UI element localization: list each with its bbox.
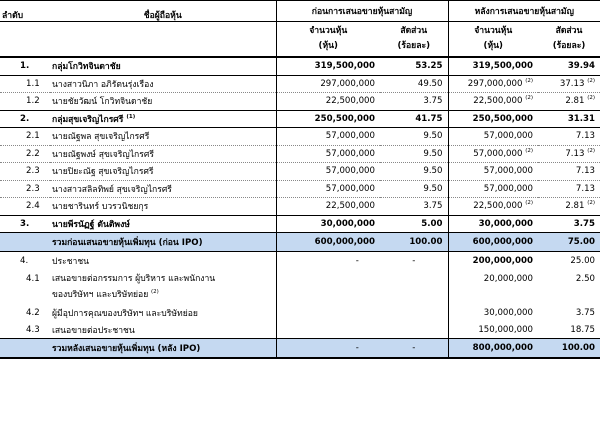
subtotal-after-percent: 75.00 [538, 233, 600, 252]
row-after-percent: 25.00 [570, 256, 596, 266]
row-before-shares: 319,500,000 [276, 57, 380, 75]
row-after-percent: 18.75 [538, 322, 600, 339]
table-row-group-4 [0, 252, 600, 271]
header-after-percent: สัดส่วน (ร้อยละ) [538, 22, 600, 58]
row-after-shares: 30,000,000 [448, 305, 538, 322]
row-before-percent: 3.75 [380, 93, 448, 111]
row-after-percent: 7.13 [538, 180, 600, 198]
subtotal-before-shares: 600,000,000 [276, 233, 380, 252]
row-after-shares: 200,000,000 [448, 252, 538, 271]
row-after-shares: 30,000,000 [448, 215, 538, 233]
row-before-percent: - [412, 256, 416, 266]
row-name: นายณัฐพงษ์ สุขเจริญไกรศรี [50, 145, 276, 163]
row-after-shares: 297,000,000 $^{(2)}$ [448, 75, 538, 93]
row-before-percent: 41.75 [380, 110, 448, 128]
row-before-shares: 57,000,000 [276, 163, 380, 181]
row-before-percent: 9.50 [380, 180, 448, 198]
row-name: นางสาวสลิลทิพย์ สุขเจริญไกรศรี [50, 180, 276, 198]
total-label: รวมหลังเสนอขายหุ้นเพิ่มทุน (หลัง IPO) [50, 339, 276, 359]
row-after-percent: 2.50 [575, 274, 596, 284]
table-row [0, 305, 600, 322]
row-no: 1.2 [0, 93, 50, 111]
row-before-percent: 49.50 [380, 75, 448, 93]
subtotal-before-percent: 100.00 [380, 233, 448, 252]
row-name: กลุ่มสุขเจริญไกรศรี $^{(1)}$ [50, 110, 276, 128]
header-after-ipo: หลังการเสนอขายหุ้นสามัญ [448, 1, 600, 22]
row-after-percent: 7.13 [538, 163, 600, 181]
row-name: นายณัฐพล สุขเจริญไกรศรี [50, 128, 276, 146]
table-row [0, 75, 600, 93]
row-no: 2.4 [0, 198, 50, 216]
row-after-percent: 2.81 $^{(2)}$ [538, 198, 600, 216]
row-after-percent: 2.81 $^{(2)}$ [538, 93, 600, 111]
table-row [0, 198, 600, 216]
header-before-ipo: ก่อนการเสนอขายหุ้นสามัญ [276, 1, 448, 22]
row-after-percent: 3.75 [575, 308, 596, 319]
row-before-percent: 9.50 [380, 145, 448, 163]
row-no: 1. [0, 57, 50, 75]
row-before-shares: 22,500,000 [276, 198, 380, 216]
row-no: 2.3 [0, 180, 50, 198]
row-name: ประชาชน [52, 257, 90, 267]
row-before-shares: 57,000,000 [276, 128, 380, 146]
row-after-shares: 20,000,000 [448, 270, 538, 305]
row-name: นายชัยวัฒน์ โกวิทจินดาชัย [50, 93, 276, 111]
total-before-shares: - [276, 339, 380, 359]
row-after-percent: 7.13 $^{(2)}$ [538, 145, 600, 163]
row-before-percent: 3.75 [380, 198, 448, 216]
header-no: ลำดับ [0, 22, 50, 58]
row-after-percent: 31.31 [538, 110, 600, 128]
table-row-group-1 [0, 57, 600, 75]
row-before-shares: - [276, 252, 380, 271]
row-before-percent: 53.25 [380, 57, 448, 75]
row-no: 4.2 [26, 308, 40, 319]
row-name: ผู้มีอุปการคุณของบริษัทฯ และบริษัทย่อย [52, 309, 198, 320]
total-after-percent: 100.00 [538, 339, 600, 359]
row-no: 2. [0, 110, 50, 128]
row-before-shares: 250,500,000 [276, 110, 380, 128]
table-row-group-3 [0, 215, 600, 233]
row-before-percent: 9.50 [380, 128, 448, 146]
subtotal-row [0, 233, 600, 252]
table-row [0, 93, 600, 111]
row-no: 4.1 [26, 274, 40, 284]
row-name: นายชารินทร์ บวรวนิชยกุร [50, 198, 276, 216]
row-before-percent: 9.50 [380, 163, 448, 181]
table-row [0, 145, 600, 163]
row-before-shares: 297,000,000 [276, 75, 380, 93]
table-row [0, 322, 600, 339]
row-after-percent: 39.94 [538, 57, 600, 75]
row-no: 4.3 [0, 322, 50, 339]
row-before-shares: 57,000,000 [276, 180, 380, 198]
header-name: ชื่อผู้ถือหุ้น [50, 22, 276, 58]
row-no: 2.1 [0, 128, 50, 146]
table-row [0, 163, 600, 181]
row-after-shares: 57,000,000 [448, 180, 538, 198]
row-after-shares: 250,500,000 [448, 110, 538, 128]
row-no: 3. [0, 215, 50, 233]
row-name: นายปิยะณัฐ สุขเจริญไกรศรี [50, 163, 276, 181]
row-no: 1.1 [0, 75, 50, 93]
row-after-shares: 57,000,000 [448, 163, 538, 181]
row-before-shares: 57,000,000 [276, 145, 380, 163]
table-row [0, 128, 600, 146]
row-after-shares: 57,000,000 [448, 128, 538, 146]
row-name: นางสาวนิภา อภิรัตนรุ่งเรือง [50, 75, 276, 93]
row-before-shares: 22,500,000 [276, 93, 380, 111]
subtotal-label: รวมก่อนเสนอขายหุ้นเพิ่มทุน (ก่อน IPO) [50, 233, 276, 252]
header-before-percent: สัดส่วน (ร้อยละ) [380, 22, 448, 58]
table-row [0, 180, 600, 198]
row-before-shares: 30,000,000 [276, 215, 380, 233]
subtotal-after-shares: 600,000,000 [448, 233, 538, 252]
row-no: 2.3 [0, 163, 50, 181]
total-after-shares: 800,000,000 [448, 339, 538, 359]
row-no: 4. [20, 256, 29, 266]
row-after-shares: 57,000,000 $^{(2)}$ [448, 145, 538, 163]
row-after-percent: 3.75 [538, 215, 600, 233]
row-after-percent: 7.13 [538, 128, 600, 146]
table-row [0, 270, 600, 305]
row-after-percent: 37.13 $^{(2)}$ [538, 75, 600, 93]
row-after-shares: 22,500,000 $^{(2)}$ [448, 198, 538, 216]
row-after-shares: 319,500,000 [448, 57, 538, 75]
row-no: 2.2 [0, 145, 50, 163]
row-after-shares: 150,000,000 [448, 322, 538, 339]
table-row-group-2 [0, 110, 600, 128]
row-after-shares: 22,500,000 $^{(2)}$ [448, 93, 538, 111]
row-name: เสนอขายต่อกรรมการ ผู้บริหาร และพนักงาน ของบริษัทฯ และบริษัทย่อย $^{(2)}$ [52, 274, 216, 300]
row-before-percent: 5.00 [380, 215, 448, 233]
row-name: เสนอขายต่อประชาชน [50, 322, 276, 339]
total-before-percent: - [380, 339, 448, 359]
header-before-shares: จำนวนหุ้น (หุ้น) [276, 22, 380, 58]
header-row-columns [0, 22, 600, 58]
total-row [0, 339, 600, 359]
row-name: กลุ่มโกวิทจินดาชัย [50, 57, 276, 75]
row-name: นายพีรนัฏฐ์ ตันติพงษ์ [50, 215, 276, 233]
header-after-shares: จำนวนหุ้น (หุ้น) [448, 22, 538, 58]
header-row-group [0, 1, 600, 22]
